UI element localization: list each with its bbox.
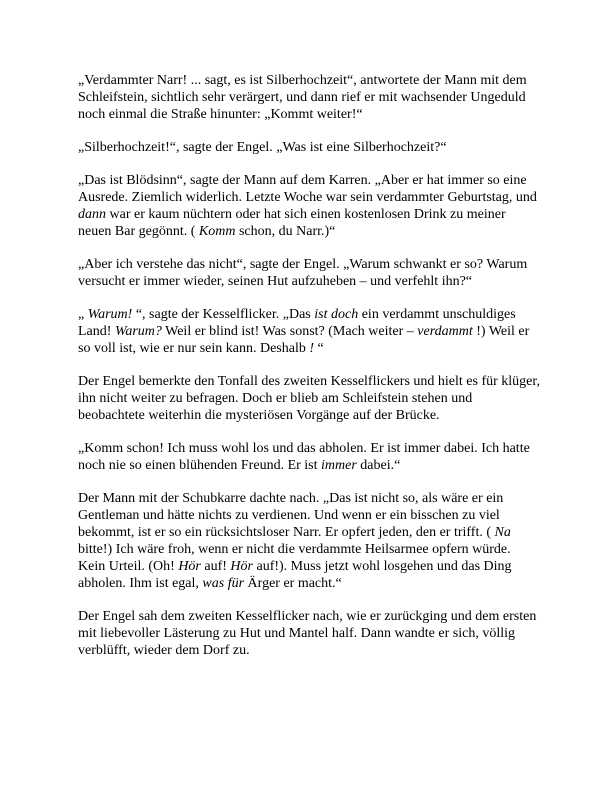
italic-text-run: ist doch bbox=[314, 307, 359, 322]
text-run: Ärger er macht.“ bbox=[244, 576, 342, 591]
document-body bbox=[78, 72, 540, 659]
text-run: war er kaum nüchtern oder hat sich einen kostenlosen Drink zu meiner neuen Bar gegönnt. ( bbox=[78, 207, 506, 239]
text-run: Weil er blind ist! Was sonst? (Mach weiter – bbox=[161, 324, 418, 339]
italic-text-run: Na bbox=[494, 525, 511, 540]
body-paragraph bbox=[78, 172, 540, 240]
text-run: Der Engel bemerkte den Tonfall des zweiten Kesselflickers und hielt es für klüger, ihn nicht weiter zu befragen. Doch er blieb am Schleifstein stehen und beobachtete weiterhin die mysteriösen Vorgänge auf der Brücke. bbox=[78, 374, 540, 423]
italic-text-run: was für bbox=[202, 576, 245, 591]
italic-text-run: Warum? bbox=[114, 324, 162, 339]
text-run: ein verdammt unschuldiges Land! bbox=[78, 307, 516, 339]
text-run: “ bbox=[314, 341, 324, 356]
text-run: „Komm schon! Ich muss wohl los und das abholen. Er ist immer dabei. Ich hatte noch nie so einen blühenden Freund. Er ist bbox=[78, 441, 530, 473]
italic-text-run: Hör bbox=[178, 559, 201, 574]
body-paragraph bbox=[78, 440, 540, 474]
text-run: schon, du Narr.)“ bbox=[235, 224, 336, 239]
italic-text-run: verdammt bbox=[417, 324, 473, 339]
text-run: Der Engel sah dem zweiten Kesselflicker nach, wie er zurückging und dem ersten mit liebevoller Lästerung zu Hut und Mantel half. Dann wandte er sich, völlig verblüfft, wieder dem Dorf zu. bbox=[78, 609, 537, 658]
text-run: „Silberhochzeit!“, sagte der Engel. „Was ist eine Silberhochzeit?“ bbox=[78, 140, 447, 155]
text-run: bitte!) Ich wäre froh, wenn er nicht die verdammte Heilsarmee opfern würde. Kein Urteil. (Oh! bbox=[78, 542, 511, 574]
text-run: „Verdammter Narr! ... sagt, es ist Silberhochzeit“, antwortete der Mann mit dem Schleifstein, sichtlich sehr verärgert, und dann rief er mit wachsender Ungeduld noch einmal die Straße hinunter: „Kommt weiter!“ bbox=[78, 73, 527, 122]
text-run: dabei.“ bbox=[356, 458, 401, 473]
text-run: Der Mann mit der Schubkarre dachte nach. „Das ist nicht so, als wäre er ein Gentleman und hätte nichts zu verdienen. Und wenn er ein bisschen zu viel bekommt, ist er so ein rücksichtsloser Narr. Er opfert jeden, den er trifft. ( bbox=[78, 491, 504, 540]
body-paragraph bbox=[78, 256, 540, 290]
text-run: „Aber ich verstehe das nicht“, sagte der Engel. „Warum schwankt er so? Warum versucht er immer wieder, seinen Hut aufzuheben – und verfehlt ihn?“ bbox=[78, 257, 528, 289]
body-paragraph bbox=[78, 72, 540, 123]
italic-text-run: immer bbox=[321, 458, 357, 473]
text-run: „ bbox=[78, 307, 88, 322]
text-run: “, sagte der Kesselflicker. „Das bbox=[132, 307, 315, 322]
body-paragraph bbox=[78, 306, 540, 357]
text-run: „Das ist Blödsinn“, sagte der Mann auf dem Karren. „Aber er hat immer so eine Ausrede. Ziemlich widerlich. Letzte Woche war sein verdammter Geburtstag, und bbox=[78, 173, 537, 205]
body-paragraph bbox=[78, 139, 540, 156]
italic-text-run: ! bbox=[309, 341, 315, 356]
text-run: !) Weil er so voll ist, wie er nur sein kann. Deshalb bbox=[78, 324, 530, 356]
italic-text-run: Warum! bbox=[87, 307, 133, 322]
italic-text-run: Komm bbox=[198, 224, 236, 239]
body-paragraph bbox=[78, 608, 540, 659]
text-run: auf!). Muss jetzt wohl losgehen und das Ding abholen. Ihm ist egal, bbox=[78, 559, 512, 591]
italic-text-run: dann bbox=[78, 207, 106, 222]
body-paragraph bbox=[78, 490, 540, 592]
body-paragraph bbox=[78, 373, 540, 424]
italic-text-run: Hör bbox=[230, 559, 253, 574]
text-run: auf! bbox=[200, 559, 231, 574]
